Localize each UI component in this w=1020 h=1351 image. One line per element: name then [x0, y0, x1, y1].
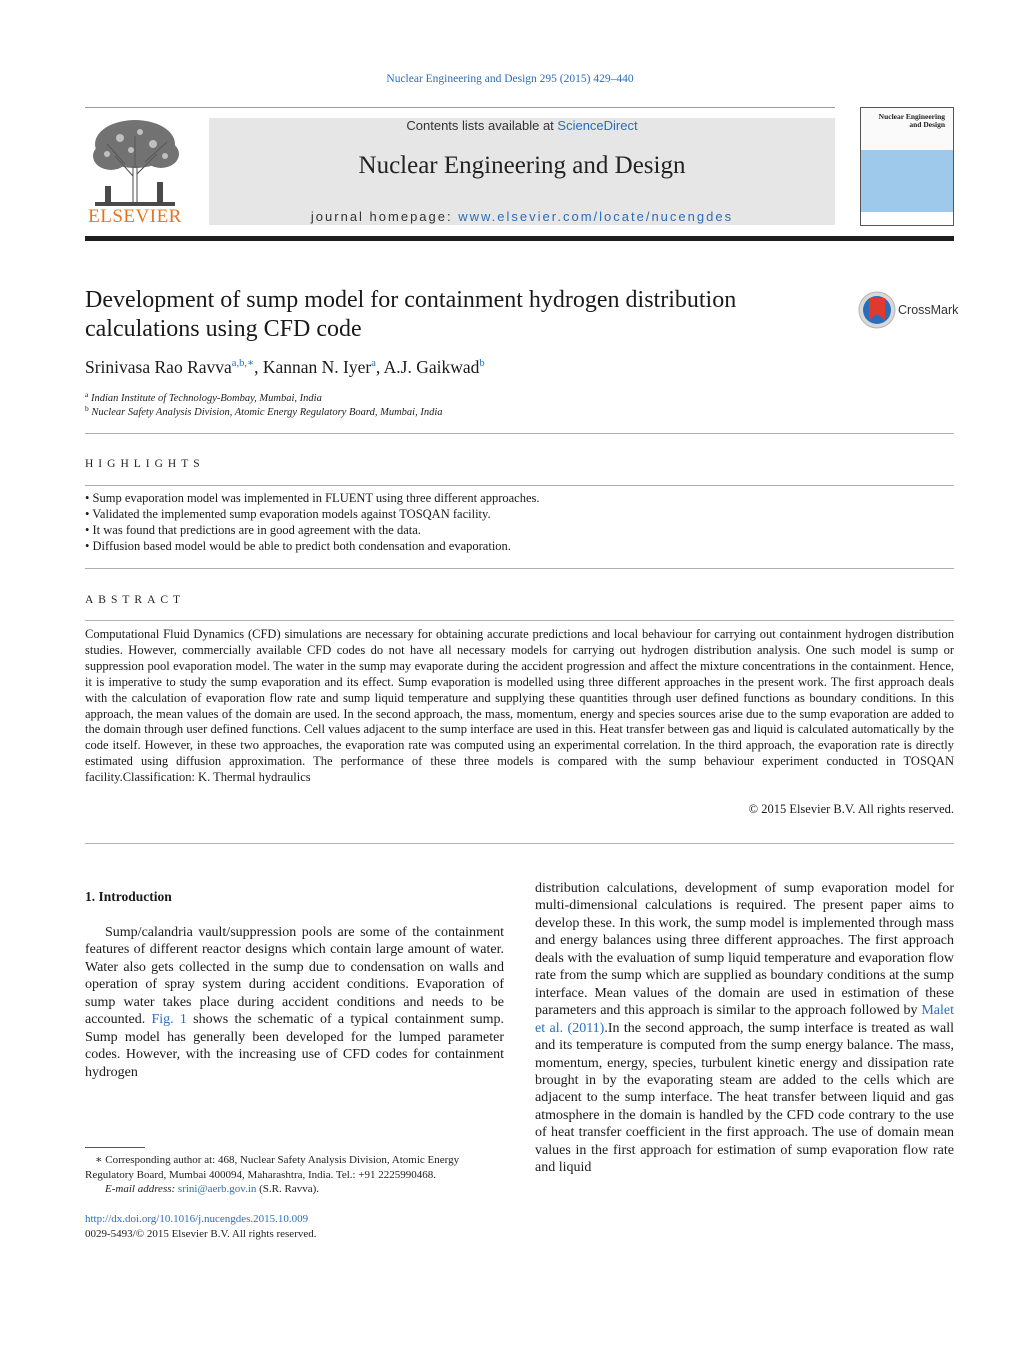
- homepage-prefix: journal homepage:: [310, 209, 459, 224]
- highlight-text: Sump evaporation model was implemented in FLUENT using three different approaches.: [92, 491, 540, 505]
- author-1[interactable]: Srinivasa Rao Ravva: [85, 357, 232, 377]
- intro-right-text-1: distribution calculations, development of sump evaporation model for multi-dimensional calculations is required. The present paper aims to develop these. In this work, the sump model is implemented through mass and energy balances using three different approaches. The first approach deals with the evaluation of sump liquid temperature and evaporation flow rate from the sump which are supplied as boundary conditions at the sump interface. Mean values of the domain are used in estimation of these parameters and this approach is similar to the approach followed by: [535, 881, 954, 1019]
- cover-top: [861, 108, 953, 150]
- sciencedirect-link[interactable]: ScienceDirect: [557, 118, 638, 133]
- highlight-item: • It was found that predictions are in good agreement with the data.: [85, 523, 421, 537]
- author-separator: ,: [254, 357, 263, 377]
- affiliation-a-key: a: [85, 390, 89, 399]
- highlights-rule: [85, 485, 954, 486]
- highlight-text: Validated the implemented sump evaporation models against TOSQAN facility.: [92, 507, 491, 521]
- publisher-name: ELSEVIER: [88, 206, 182, 227]
- crossmark-label: CrossMark: [898, 303, 959, 317]
- footnote-text: Corresponding author at: 468, Nuclear Safety Analysis Division, Atomic Energy Regulatory Board, Mumbai 400094, Maharashtra, India. Tel.: +91 2225990468.: [85, 1154, 460, 1181]
- affiliation-b-key: b: [85, 404, 89, 413]
- malet-2011-citation-link[interactable]: Malet et al. (2011): [535, 1003, 954, 1036]
- cover-footer: [861, 212, 953, 225]
- highlight-text: Diffusion based model would be able to predict both condensation and evaporation.: [92, 539, 511, 553]
- abstract-rule: [85, 620, 954, 621]
- author-list: [85, 357, 485, 378]
- author-3-affiliation-marks[interactable]: b: [479, 358, 485, 369]
- affiliation-a: [85, 390, 322, 404]
- issn-line: 0029-5493/© 2015 Elsevier B.V. All rights reserved.: [85, 1227, 317, 1240]
- highlight-text: It was found that predictions are in good agreement with the data.: [92, 523, 421, 537]
- intro-right-text-2: .In the second approach, the sump interface is treated as wall and its temperature is computed from the sump energy balance. The mass, momentum, energy, species, turbulent kinetic energy and dissipation rate brought in by the evaporating steam are added to the cells which are adjacent to the sump interface. The heat transfer between liquid and gas atmosphere in the domain is handled by the CFD code contrary to the use of heat transfer coefficient in the first approach. The use of domain mean values in the first approach for estimation of sump evaporation flow rate and liquid: [535, 1020, 954, 1176]
- journal-citation[interactable]: Nuclear Engineering and Design 295 (2015) 429–440: [386, 73, 634, 85]
- highlights-list: [85, 490, 954, 554]
- intro-left-text-1: Sump/calandria vault/suppression pools are some of the containment features of different reactor designs which contain large amount of water. Water also gets collected in the sump due to condensation on walls and operation of spray system during accident conditions. Evaporation of sump water takes place during accident conditions and needs to be accounted.: [85, 925, 504, 1028]
- introduction-right-column: [535, 880, 954, 1177]
- footnote-author-line: [85, 1153, 505, 1182]
- doi-link[interactable]: http://dx.doi.org/10.1016/j.nucengdes.2015.10.009: [85, 1213, 309, 1225]
- journal-cover-thumbnail[interactable]: [860, 107, 954, 226]
- footnote-marker: ∗: [95, 1154, 103, 1166]
- affiliation-a-text: Indian Institute of Technology-Bombay, Mumbai, India: [90, 393, 322, 404]
- abstract-heading: ABSTRACT: [85, 594, 186, 606]
- abstract-bottom-rule: [85, 843, 954, 844]
- highlight-item: • Validated the implemented sump evaporation models against TOSQAN facility.: [85, 507, 491, 521]
- header-thick-rule: [85, 236, 954, 241]
- homepage-line: [209, 209, 835, 224]
- affiliation-rule: [85, 433, 954, 434]
- contents-prefix: Contents lists available at: [406, 118, 558, 133]
- highlight-item: • Diffusion based model would be able to predict both condensation and evaporation.: [85, 539, 511, 553]
- crossmark-icon: [858, 290, 896, 330]
- homepage-link[interactable]: www.elsevier.com/locate/nucengdes: [458, 209, 734, 224]
- cover-image: [861, 150, 953, 212]
- author-email-link[interactable]: srini@aerb.gov.in: [177, 1183, 257, 1195]
- corresponding-author-footnote: [85, 1153, 505, 1197]
- cover-title: Nuclear Engineering and Design: [878, 112, 945, 129]
- affiliation-b: [85, 404, 443, 418]
- intro-left-text-2: shows the schematic of a typical containment sump. Sump model has generally been developed for the lumped parameter codes. However, with the increasing use of CFD codes for containment hydrogen: [85, 1012, 505, 1080]
- contents-line: [209, 118, 835, 133]
- author-2[interactable]: Kannan N. Iyer: [262, 357, 372, 377]
- footnote-rule: [85, 1147, 145, 1148]
- highlight-item: • Sump evaporation model was implemented in FLUENT using three different approaches.: [85, 491, 540, 505]
- introduction-heading: 1. Introduction: [85, 889, 172, 904]
- abstract-text: Computational Fluid Dynamics (CFD) simulations are necessary for obtaining accurate predictions and local behaviour for carrying out containment hydrogen distribution studies. However, commercially available CFD codes do not have all necessary models for carrying out hydrogen distribution analysis. One such model is sump or suppression pool evaporation model. The water in the sump may evaporate during the accident progression and affect the mixture concentrations in the containment. Hence, it is imperative to study the sump evaporation and its effect. Sump evaporation is modelled using three different approaches in the present work. The first approach deals with the calculation of evaporation flow rate and sump liquid temperature and supplying these quantities through user defined functions as boundary conditions. In this approach, the mean values of the domain are used. In the second approach, the mass, momentum, energy and species sources arise due to the sump evaporation are added to the domain through user defined functions. Cell values adjacent to the sump interface are used in this. Heat transfer between gas and liquid is calculated automatically by the code itself. However, in these two approaches, the evaporation rate was computed using an experimental correlation. In the third approach, the evaporation rate is directly estimated using diffusion approximation. The performance of these three models is compared with the sump behaviour experiment conducted in TOSQAN facility.Classification: K. Thermal hydraulics: [85, 627, 954, 785]
- header-rule: [85, 107, 835, 108]
- email-label: E-mail address:: [105, 1183, 178, 1195]
- elsevier-logo: [85, 116, 185, 228]
- crossmark-badge[interactable]: [858, 290, 958, 330]
- paper-title: Development of sump model for containment hydrogen distribution calculations using CFD code: [85, 287, 737, 342]
- affiliation-b-text: Nuclear Safety Analysis Division, Atomic Energy Regulatory Board, Mumbai, India: [91, 407, 443, 418]
- email-suffix: (S.R. Ravva).: [256, 1183, 320, 1195]
- author-2-affiliation-marks[interactable]: a: [371, 358, 376, 369]
- figure-1-link[interactable]: Fig. 1: [151, 1012, 187, 1028]
- author-3[interactable]: A.J. Gaikwad: [383, 357, 480, 377]
- journal-banner: [209, 118, 835, 225]
- author-separator: ,: [375, 357, 384, 377]
- journal-title: Nuclear Engineering and Design: [358, 152, 686, 179]
- highlights-heading: HIGHLIGHTS: [85, 458, 205, 470]
- footnote-email-line: [85, 1182, 505, 1197]
- abstract-copyright: © 2015 Elsevier B.V. All rights reserved.: [748, 802, 954, 816]
- author-1-affiliation-marks[interactable]: a,b,∗: [231, 358, 255, 369]
- highlights-bottom-rule: [85, 568, 954, 569]
- elsevier-tree-icon: [85, 116, 185, 208]
- introduction-left-column: [85, 924, 504, 1081]
- doi-block: [85, 1212, 317, 1241]
